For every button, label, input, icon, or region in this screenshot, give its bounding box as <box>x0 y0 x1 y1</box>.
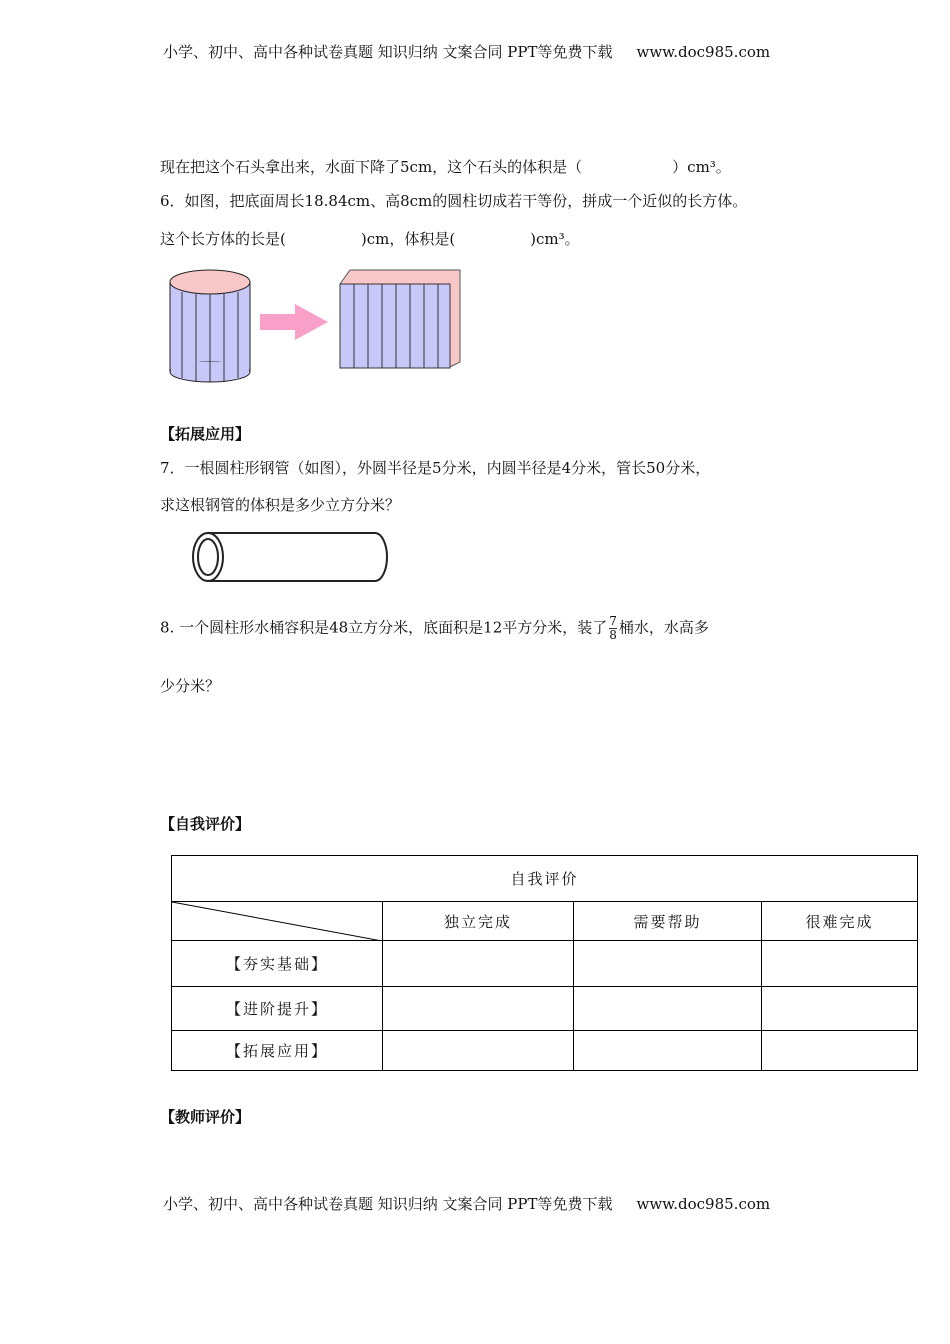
eval-cell[interactable] <box>762 1031 918 1071</box>
q8-line2: 少分米？ <box>160 677 221 695</box>
q7-line2: 求这根钢管的体积是多少立方分米？ <box>160 496 401 514</box>
row-label: 【夯实基础】 <box>172 941 383 987</box>
footer-url[interactable]: www.doc985.com <box>636 1195 771 1213</box>
fraction: $\frac{7}{8}$ <box>609 614 617 642</box>
eval-cell[interactable] <box>383 941 574 987</box>
cylinder-to-cuboid-diagram <box>160 262 470 387</box>
q5-tail: 现在把这个石头拿出来，水面下降了5cm，这个石头的体积是（ ）cm³。 <box>160 158 731 176</box>
header-url[interactable]: www.doc985.com <box>636 43 771 61</box>
eval-cell[interactable] <box>383 1031 574 1071</box>
header-text: 小学、初中、高中各种试卷真题 知识归纳 文案合同 PPT等免费下载 <box>163 43 613 61</box>
eval-cell[interactable] <box>762 987 918 1031</box>
q6-line2: 这个长方体的长是( )cm，体积是( )cm³。 <box>160 230 580 248</box>
column-header: 需要帮助 <box>574 902 762 941</box>
arrow-icon <box>260 304 328 340</box>
page-footer <box>163 1193 770 1214</box>
diagonal-header-cell <box>172 902 383 941</box>
section-self-heading: 【自我评价】 <box>160 815 251 833</box>
self-evaluation-table <box>171 855 918 1071</box>
eval-cell[interactable] <box>762 941 918 987</box>
page-header <box>163 41 770 62</box>
section-extend-heading: 【拓展应用】 <box>160 425 251 443</box>
section-teacher-heading: 【教师评价】 <box>160 1108 251 1126</box>
q7-line1: 7．一根圆柱形钢管（如图），外圆半径是5分米，内圆半径是4分米，管长50分米， <box>160 459 711 477</box>
footer-text: 小学、初中、高中各种试卷真题 知识归纳 文案合同 PPT等免费下载 <box>163 1195 613 1213</box>
eval-cell[interactable] <box>383 987 574 1031</box>
eval-cell[interactable] <box>574 1031 762 1071</box>
row-label: 【拓展应用】 <box>172 1031 383 1071</box>
column-header: 很难完成 <box>762 902 918 941</box>
steel-pipe-diagram <box>170 528 400 588</box>
q6-line1: 6．如图，把底面周长18.84cm、高8cm的圆柱切成若干等份，拼成一个近似的长方体。 <box>160 192 748 210</box>
row-label: 【进阶提升】 <box>172 987 383 1031</box>
eval-cell[interactable] <box>574 987 762 1031</box>
eval-cell[interactable] <box>574 941 762 987</box>
q8-line1: 8. 一个圆柱形水桶容积是48立方分米，底面积是12平方分米，装了 $\frac{7}{8}$ 桶水，水高多 <box>160 614 709 642</box>
table-title: 自我评价 <box>172 856 918 902</box>
column-header: 独立完成 <box>383 902 574 941</box>
